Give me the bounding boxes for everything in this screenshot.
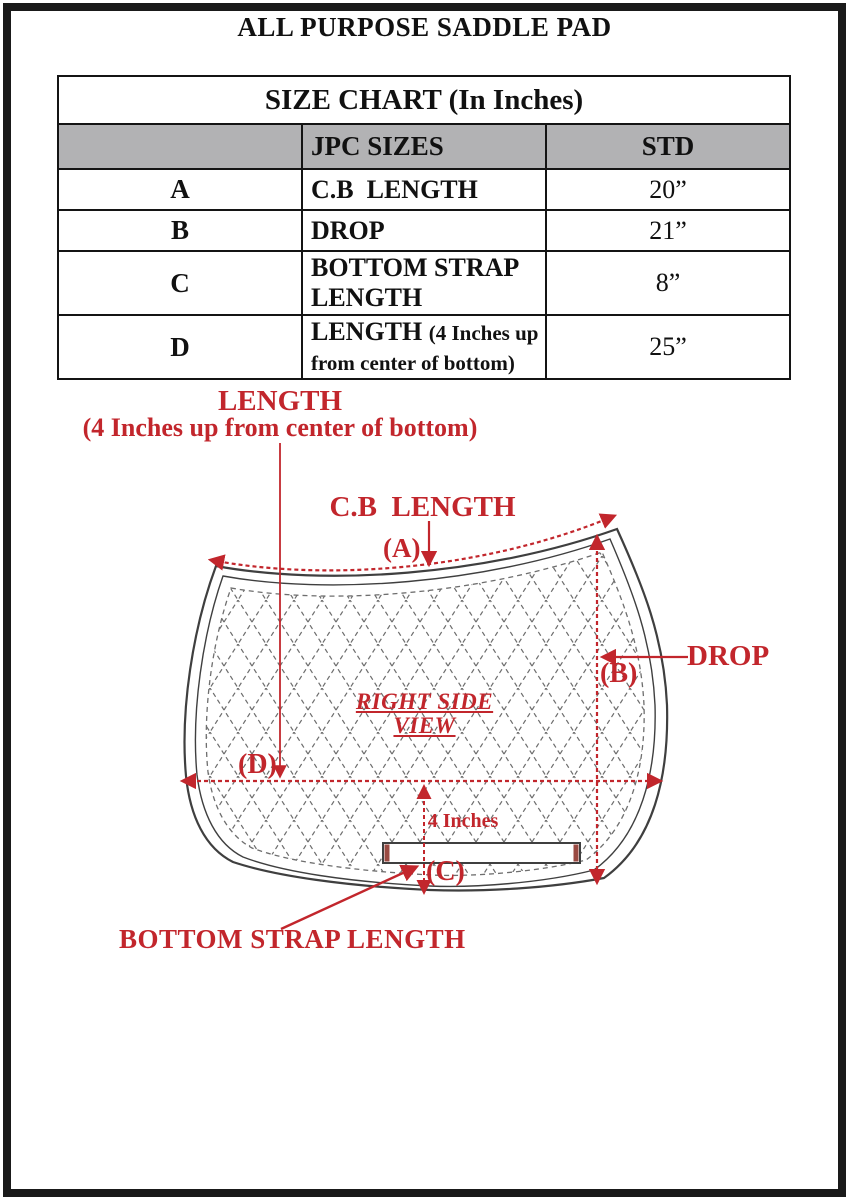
drop-label: DROP [687, 640, 770, 672]
row-name [302, 315, 546, 379]
row-std: 21” [546, 210, 790, 251]
row-name-note: (4 Inches up from center of bottom) [311, 321, 544, 375]
dim-c-label: (C) [426, 856, 465, 887]
row-code: B [58, 210, 302, 251]
row-name-text: C.B LENGTH [311, 174, 478, 204]
table-row [58, 315, 790, 379]
bottom-strap [383, 843, 580, 863]
size-chart-table [57, 75, 791, 380]
row-name [302, 210, 546, 251]
row-name-text: BOTTOM STRAP LENGTH [311, 253, 525, 312]
dim-a-label: (A) [383, 533, 421, 563]
page-title: ALL PURPOSE SADDLE PAD [237, 12, 612, 42]
dim-d-label: (D) [238, 749, 277, 780]
row-name-text: DROP [311, 215, 385, 245]
row-name [302, 169, 546, 210]
table-row [58, 210, 790, 251]
row-name-text: LENGTH [311, 317, 429, 346]
length-sublabel: (4 Inches up from center of bottom) [82, 413, 478, 442]
header-name-cell: JPC SIZES [302, 124, 546, 169]
bottom-strap-length-label: BOTTOM STRAP LENGTH [119, 924, 466, 954]
row-code: C [58, 251, 302, 315]
table-row [58, 251, 790, 315]
strap-end-left [385, 845, 390, 862]
row-code: D [58, 315, 302, 379]
row-std: 25” [546, 315, 790, 379]
right-side-view-label: RIGHT SIDE VIEW [355, 689, 494, 739]
table-title-row [58, 76, 790, 124]
table-row [58, 169, 790, 210]
strap-end-right [574, 845, 579, 862]
four-inches-label: 4 Inches [427, 810, 499, 832]
row-std: 8” [546, 251, 790, 315]
header-code-cell [58, 124, 302, 169]
dim-b-label: (B) [600, 658, 638, 689]
row-std: 20” [546, 169, 790, 210]
table-header-row [58, 124, 790, 169]
row-code: A [58, 169, 302, 210]
header-std-cell: STD [546, 124, 790, 169]
size-chart-title: SIZE CHART (In Inches) [58, 76, 790, 124]
length-label: LENGTH [217, 385, 343, 417]
row-name [302, 251, 546, 315]
cb-length-label: C.B LENGTH [329, 491, 516, 523]
saddle-pad-diagram [0, 380, 849, 980]
